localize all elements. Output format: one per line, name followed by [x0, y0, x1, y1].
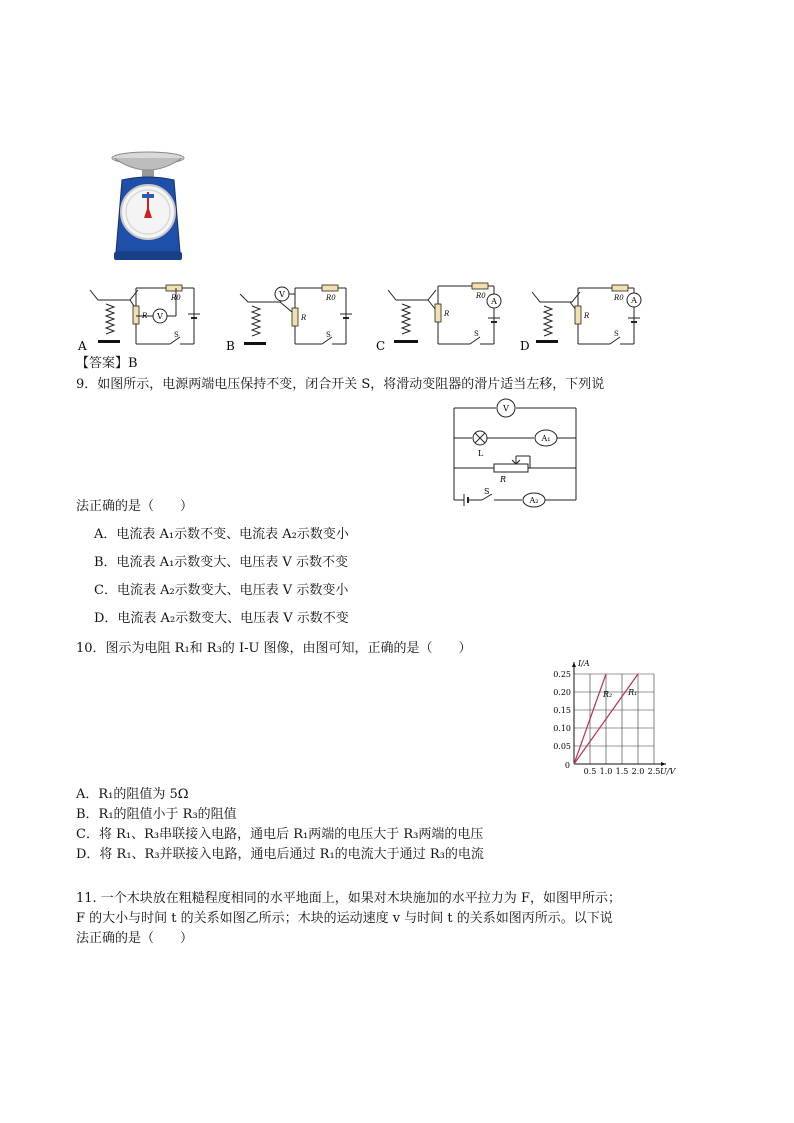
x-tick-label: 0.5: [583, 767, 597, 776]
q9-switch-label: S: [484, 487, 490, 496]
x-tick-label: 1.0: [599, 767, 613, 776]
series-label-2: R₁: [628, 688, 638, 698]
circuit-d-svg: [518, 284, 652, 352]
meter-d-label: A: [631, 296, 637, 305]
x-tick-label: 2.0: [631, 767, 645, 776]
y-axis-label: I/A: [578, 659, 590, 668]
q10-option-d: D．将 R₁、R₃并联接入电路，通电后通过 R₁的电流大于通过 R₃的电流: [76, 847, 484, 862]
series-label-1: R₂: [603, 690, 613, 700]
y-tick-label: 0.05: [553, 742, 571, 751]
q9-v-label: V: [503, 404, 509, 413]
q9-option-d: D．电流表 A₂示数变大、电压表 V 示数不变: [94, 611, 349, 626]
y-tick-label: 0.10: [553, 724, 571, 733]
q9-stem-line1: 9．如图所示，电源两端电压保持不变，闭合开关 S，将滑动变阻器的滑片适当左移，下列说: [76, 377, 605, 392]
iu-chart-svg: [538, 656, 682, 782]
option-letter-d: D: [520, 339, 530, 352]
s-b-label: S: [326, 331, 331, 339]
s-a-label: S: [174, 331, 179, 339]
option-letter-b: B: [226, 339, 235, 352]
r0-d-label: R0: [614, 294, 624, 302]
r0-a-label: R0: [171, 294, 181, 302]
y-axis-arrow: [572, 662, 576, 667]
x-axis-arrow: [661, 762, 666, 766]
r0-b-label: R0: [326, 294, 336, 302]
q11-stem-line2: F 的大小与时间 t 的关系如图乙所示；木块的运动速度 v 与时间 t 的关系如图丙所示。以下说: [76, 911, 613, 926]
q9-rheo-label: R: [500, 475, 507, 484]
q10-option-a: A．R₁的阻值为 5Ω: [76, 787, 189, 802]
r-a-label: R: [142, 312, 148, 320]
circuit-b-svg: [226, 282, 356, 352]
x-tick-label: 1.5: [615, 767, 629, 776]
q11-stem-line3: 法正确的是（ ）: [76, 931, 194, 946]
q11-stem-line1: 11. 一个木块放在粗糙程度相同的水平地面上，如果对木块施加的水平拉力为 F，如图甲所示；: [76, 891, 621, 906]
diagram-d: [518, 284, 652, 352]
meter-a-label: V: [157, 312, 163, 321]
diagram-c: [376, 276, 512, 352]
iu-chart: [538, 656, 682, 782]
q9-option-c: C．电流表 A₂示数变大、电压表 V 示数变小: [94, 583, 349, 598]
circuit-c-svg: [376, 276, 512, 352]
diagram-a: [76, 282, 206, 352]
q9-a1-label: A₁: [541, 434, 551, 443]
r0-c-label: R0: [476, 292, 486, 300]
r-c-label: R: [444, 310, 450, 318]
q9-option-b: B．电流表 A₁示数变大、电压表 V 示数不变: [94, 555, 348, 570]
s-c-label: S: [474, 330, 479, 338]
r-d-label: R: [584, 312, 590, 320]
option-letter-c: C: [376, 339, 386, 352]
q9-a2-label: A₂: [529, 496, 539, 505]
diagram-b: [226, 282, 356, 352]
x-tick-label: 2.5: [647, 767, 661, 776]
y-tick-label: 0.20: [553, 688, 571, 697]
q10-option-c: C．将 R₁、R₃串联接入电路，通电后 R₁两端的电压大于 R₃两端的电压: [76, 827, 484, 842]
q10-option-b: B．R₁的阻值小于 R₃的阻值: [76, 807, 237, 822]
q10-stem: 10．图示为电阻 R₁和 R₃的 I-U 图像，由图可知，正确的是（ ）: [76, 641, 472, 656]
origin-label: 0: [564, 761, 570, 770]
x-axis-label: U/V: [660, 767, 676, 776]
option-letter-a: A: [78, 339, 87, 352]
y-tick-label: 0.15: [553, 706, 571, 715]
s-d-label: S: [614, 330, 619, 338]
y-tick-label: 0.25: [553, 670, 571, 679]
meter-b-label: V: [279, 290, 285, 299]
r-b-label: R: [301, 314, 307, 322]
answer-8: 【答案】B: [76, 356, 138, 371]
circuit-a-svg: [76, 282, 206, 352]
q9-stem-line2: 法正确的是（ ）: [76, 499, 194, 514]
meter-c-label: A: [491, 297, 497, 306]
q9-circuit: [446, 398, 582, 508]
q9-lamp-label: L: [478, 449, 484, 458]
q9-option-a: A．电流表 A₁示数不变、电流表 A₂示数变小: [94, 527, 349, 542]
scale-photo: [108, 148, 190, 264]
